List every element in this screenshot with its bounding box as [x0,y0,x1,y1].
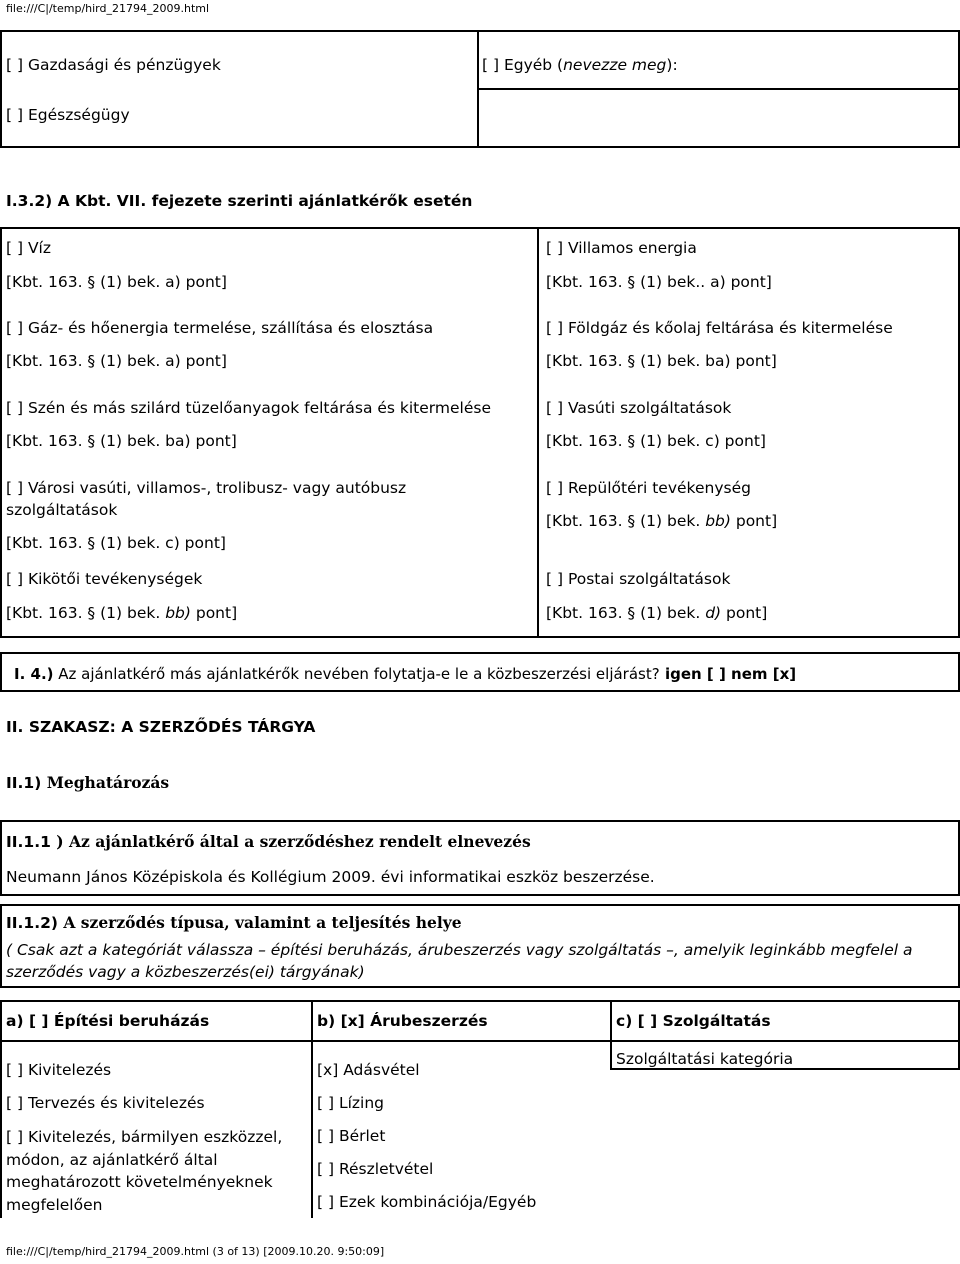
ii12-note: ( Csak azt a kategóriát válassza – építési beruházás, árubeszerzés vagy szolgáltatás –, amelyik leginkább megfelel a szerződés vagy a közbeszerzés(ei) tárgyának) [6,941,913,981]
col-a-head: a) [ ] Építési beruházás [6,1012,210,1030]
section-132-divider [537,227,539,638]
ii12-heading [6,913,462,933]
right-item-4-ref [546,603,767,623]
ii11-value: Neumann János Középiskola és Kollégium 2009. évi informatikai eszköz beszerzése. [6,868,655,886]
ii1-title: Meghatározás [41,773,170,792]
ii12-num: II.1.2) [6,914,58,932]
contract-col-divider-2 [610,1000,612,1042]
body-col-divider-2 [610,1042,612,1070]
ii1-num: II.1) [6,774,42,792]
contract-col-divider-1 [311,1000,313,1042]
right-item-2-label: [ ] Vasúti szolgáltatások [546,399,732,417]
left-item-3-ref: [Kbt. 163. § (1) bek. c) pont] [6,534,226,552]
col-a-item-1: [ ] Tervezés és kivitelezés [6,1094,205,1112]
left-item-0-ref: [Kbt. 163. § (1) bek. a) pont] [6,273,227,291]
ref-italic: bb) [165,604,191,622]
col-b-item-0: [x] Adásvétel [317,1061,420,1079]
ref-suffix: pont] [190,604,238,622]
col-a-item-0: [ ] Kivitelezés [6,1061,112,1079]
ref-italic: d) [705,604,722,622]
option-egyeb [482,55,678,75]
option-gazdasagi: [ ] Gazdasági és pénzügyek [6,56,221,74]
footer-url: file:///C|/temp/hird_21794_2009.html (3 of 13) [2009.10.20. 9:50:09] [6,1245,385,1258]
section-2-title: II. SZAKASZ: A SZERZŐDÉS TÁRGYA [6,718,316,736]
section-14-line [14,664,796,684]
col-a-item-2: [ ] Kivitelezés, bármilyen eszközzel, módon, az ajánlatkérő által meghatározott követelményeknek megfelelően [6,1128,283,1214]
col-b-head: b) [x] Árubeszerzés [317,1012,488,1030]
ref-suffix: pont] [721,604,768,622]
ii1-heading [6,773,169,793]
section-132-title: I.3.2) A Kbt. VII. fejezete szerinti ajánlatkérők esetén [6,192,473,210]
col-c-head: c) [ ] Szolgáltatás [616,1012,771,1030]
ii11-num: II.1.1 [6,833,51,851]
ii11-title: ) Az ajánlatkérő által a szerződéshez rendelt elnevezés [50,832,531,851]
ref-prefix: [Kbt. 163. § (1) bek. [6,604,166,622]
ref-prefix: [Kbt. 163. § (1) bek. [546,512,706,530]
option-egeszsegugy: [ ] Egészségügy [6,106,130,124]
section-14-question: Az ajánlatkérő más ajánlatkérők nevében folytatja-e le a közbeszerzési eljárást? [53,665,660,683]
section-14-num: I. 4.) [14,665,54,683]
ref-italic: bb) [705,512,731,530]
left-item-3-label: [ ] Városi vasúti, villamos-, trolibusz- vagy autóbusz [6,479,407,497]
ii11-heading [6,832,531,852]
left-item-2-label: [ ] Szén és más szilárd tüzelőanyagok feltárása és kitermelése [6,399,491,417]
body-col-divider-1 [311,1042,313,1218]
left-item-2-ref: [Kbt. 163. § (1) bek. ba) pont] [6,432,237,450]
left-item-4-ref [6,603,237,623]
right-item-0-label: [ ] Villamos energia [546,239,697,257]
top-box-inner-line [477,88,960,90]
left-item-4-label: [ ] Kikötői tevékenységek [6,570,203,588]
col-b-item-2: [ ] Bérlet [317,1127,386,1145]
left-item-3-label2: szolgáltatások [6,501,118,519]
egyeb-italic: nevezze meg [563,56,667,74]
right-item-3-ref [546,511,777,531]
left-item-0-label: [ ] Víz [6,239,51,257]
right-item-1-label: [ ] Földgáz és kőolaj feltárása és kitermelése [546,319,893,337]
right-item-0-ref: [Kbt. 163. § (1) bek.. a) pont] [546,273,772,291]
right-item-3-label: [ ] Repülőtéri tevékenység [546,479,751,497]
egyeb-suffix: ): [666,56,678,74]
section-14-answer: igen [ ] nem [x] [659,665,797,683]
body-left-border [0,1042,2,1218]
right-item-2-ref: [Kbt. 163. § (1) bek. c) pont] [546,432,766,450]
ii12-title: A szerződés típusa, valamint a teljesítés helye [57,913,462,932]
left-item-1-ref: [Kbt. 163. § (1) bek. a) pont] [6,352,227,370]
ref-prefix: [Kbt. 163. § (1) bek. [546,604,706,622]
right-item-1-ref: [Kbt. 163. § (1) bek. ba) pont] [546,352,777,370]
col-c-item-0: Szolgáltatási kategória [616,1050,794,1068]
egyeb-prefix: [ ] Egyéb ( [482,56,564,74]
ref-suffix: pont] [730,512,778,530]
col-b-item-1: [ ] Lízing [317,1094,384,1112]
right-item-4-label: [ ] Postai szolgáltatások [546,570,731,588]
left-item-1-label: [ ] Gáz- és hőenergia termelése, szállítása és elosztása [6,319,434,337]
header-url: file:///C|/temp/hird_21794_2009.html [6,2,210,15]
col-b-item-3: [ ] Részletvétel [317,1160,434,1178]
col-b-item-4: [ ] Ezek kombinációja/Egyéb [317,1193,537,1211]
